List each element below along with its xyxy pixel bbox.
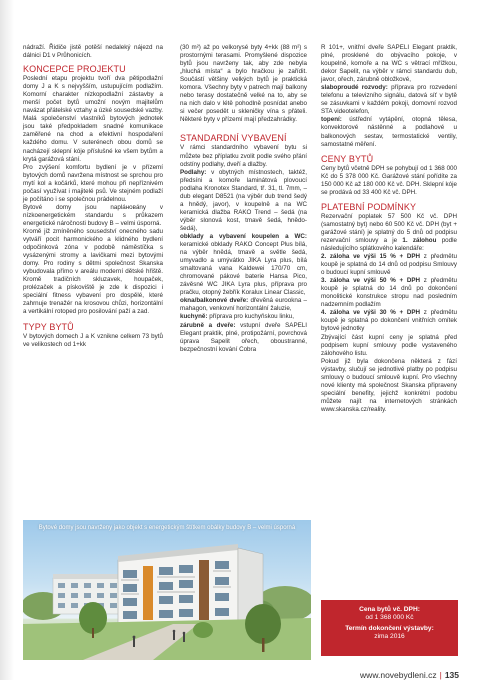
heading-typy: TYPY BYTŮ: [23, 321, 74, 332]
z2-text: z předmětu koupě je splatná do 14 dnů od podpisu Smlouvy o budoucí kupní smlouvě: [321, 253, 457, 277]
podlahy-text: v obytných místnostech, taktéž, předsíni a komoře laminátová plovoucí podlaha Kronotex Standard, tř. 31, tl. 7mm, – dub elegant D8521 (na výběr dub trend šedý a hnědý, javor), v koupelně a na WC keramická dlažba RAKO Trend – šedá (na výběr slonová kost, tmavě šedá, hnědo-šedá),: [180, 168, 307, 232]
completion-value: zima 2016: [374, 633, 405, 640]
heading-vybaveni: STANDARDNÍ VYBAVENÍ: [180, 133, 287, 144]
col1-p5: V bytových domech J a K vznikne celkem 73 bytů ve velikostech od 1+kk: [23, 332, 163, 348]
col2-podlahy: [180, 169, 307, 233]
p5-text: Pokud již byla dokončena některá z fází výstavby, slučují se jednotlivé platby po podpisu smlouvy o budoucí smlouvě kupní. Pro všechny nové klienty má společnost Skanska připraveny speciální benefity, jejichž konkrétní podobu můžete najít na internetových stránkách: [321, 357, 457, 405]
col1-p3: Bytové domy jsou napláновány v nízkoenergetickém standardu s průkazem energetické náročnosti budovy B – velmi úsporná.: [23, 203, 163, 227]
col2-kuchyne: [180, 313, 307, 321]
col3-p3: [321, 213, 457, 253]
col1-p4: Kromě již zmíněného sousedství onecného sadu vytváří pocit harmonického a klidného bydlení odpočinková zóna v podobě náměstíčka s vysázenými stromy a lavičkami mezi bytovými domy. Pro rodiny s dětmi společnost Skanska vybudovala přímo v areálu moderní dětské hřiště. Kromě tradičních skluzavek, houpaček, prolézaček a pískoviště je zde k dispozici i speciální fitness vybavení pro dospělé, které zahrnuje trenažér na krosovou chůzi, horizontální a vertikální rotoped pro posilování paží a zad.: [23, 227, 163, 316]
page-footer: [360, 670, 459, 680]
zarubne-text: vstupní dveře SAPELI Elegant praktik, plné, protipožární, povrchová úprava Sapelit ořech, oboustranné, bezpečnostní kování Cobra: [180, 321, 307, 353]
zarubne-label: zárubně a dveře:: [180, 321, 236, 329]
col3-z3: [321, 277, 457, 309]
col2-obklady: [180, 233, 307, 297]
col3-z2: [321, 253, 457, 277]
kuchyne-text: příprava pro kuchyňskou linku,: [209, 313, 294, 321]
slab-text: příprava pro rozvedení telefonu a televizního signálu, datová síť v bytě se zásuvkami v každém pokoji, domovní rozvod STA videotelefon,: [321, 84, 457, 116]
col1-intro: nádraží. Řidiče jistě potěší nedaleký nájezd na dálnici D1 v Průhonicích.: [23, 44, 163, 60]
info-box: [321, 600, 458, 656]
col3-p1: R 101+, vnitřní dveře SAPELI Elegant praktik, plné, prosklené do obývacího pokoje, v koupelně, komoře a na WC s větrací mřížkou, dekor Sapelit, na výběr v rámci standardu dub, javor, ořech, zárubně obložkové,: [321, 44, 457, 84]
col3-p2: Ceny bytů včetně DPH se pohybují od 1 368 000 Kč do 5 378 000 Kč. Garážové stání pořídíte za 150 000 Kč až 180 000 Kč vč. DPH. Sklepní kóje se prodává od 33 400 Kč vč. DPH.: [321, 164, 457, 196]
z3-text: z předmětu koupě je splatná do 14 dnů po dokončení monolitické konstrukce stropu nad posledním nadzemním podlažím: [321, 277, 457, 309]
z2-label: 2. záloha ve výši 15 % + DPH: [321, 253, 421, 261]
page-number: 135: [444, 670, 459, 680]
col2-p1: (30 m²) až po velkorysé byty 4+kk (88 m²) s prostornými terasami. Promyšlené dispozice bytů jsou navrženy tak, aby zde nebyla „hluchá místa“ a bylo hračkou je zařídit. Součástí většiny velkých bytů je praktická komora. Všechny byty v patrech mají balkony nebo terasy dostatečně velké na to, aby se na nich dalo v létě pohodlně posnídat anebo si večer posedět u skleničky vína s přáteli. Některé byty v přízemí mají předzahrádky.: [180, 44, 307, 124]
building-render-drawing: [23, 520, 311, 660]
column-3: [321, 44, 457, 414]
obklady-label: obklady a vybavení koupelen a WC:: [180, 232, 307, 240]
heading-platebni: PLATEBNÍ PODMÍNKY: [321, 201, 417, 212]
column-1: [23, 44, 163, 349]
z1-text: podle následujícího splátkového kalendáře:: [321, 236, 457, 252]
col2-p2: V rámci standardního vybavení bytu si můžete bez příplatku zvolit podle svého přání odstíny podlahy, dveří a dlažby.: [180, 144, 307, 168]
building-render-image: [23, 520, 311, 660]
podlahy-label: Podlahy:: [180, 168, 207, 176]
col3-z4: [321, 309, 457, 333]
col2-okna: [180, 297, 307, 313]
price-value: od 1 368 000 Kč: [365, 614, 414, 621]
z3-label: 3. záloha ve výši 50 % + DPH: [321, 277, 421, 285]
topeni-text: ústřední vytápění, otopná tělesa, konvektorové nástěnné a podlahové u balkonových sestav, termostatické ventily, samostatné měření.: [321, 116, 457, 148]
obklady-text: keramické obklady RAKO Concept Plus bílá, na výběr hnědá, tmavě a světle šedá, umyvadlo a umývátko JIKA Lyra plus, bílá smaltovaná vana Kaldewei 170/70 cm, chromované pákové baterie Hansa Pico, závěsné WC JIKA Lyra plus, příprava pro pračku, otopný žebřík Koralux Linear Classic,: [180, 241, 307, 297]
slab-label: slaboproudé rozvody:: [321, 84, 388, 92]
z4-label: 4. záloha ve výši 30 % + DPH: [321, 309, 421, 317]
p3-text: Rezervační poplatek 57 500 Kč vč. DPH (samostatný byt) nebo 60 500 Kč vč. DPH (byt + garážové stání) je splatný do 5 dnů od podpisu rezervační smlouvy a je: [321, 212, 457, 244]
okna-text: dřevěná eurookna – mahagon, venkovní horizontální žaluzie,: [180, 297, 307, 313]
z4-text: z předmětu koupě je splatná po dokončení vnitřních omítek bytové jednotky: [321, 309, 457, 333]
col3-slab: [321, 84, 457, 116]
kuchyne-label: kuchyně:: [180, 313, 208, 321]
column-2: [180, 44, 307, 354]
page-fold-shadow: [0, 0, 14, 680]
col1-p2: Pro zvýšení komfortu bydlení je v přízemí bytových domů navržena místnost se sprchou pro mytí kol a kočárků, které mohou při nepříznivém počasí využívat i majitelé psů. Ve stejném podlaží je počítáno i se společnou prádelnou.: [23, 163, 163, 203]
footer-site[interactable]: www.novebydleni.cz: [360, 670, 437, 680]
render-caption: Bytové domy jsou navrženy jako objekt s energetickým štítkem obálky budovy B – velmi úsporná: [38, 525, 296, 531]
completion-label: Termín dokončení výstavby:: [345, 625, 434, 632]
z1-label: 1. zálohou: [402, 236, 437, 244]
footer-separator: |: [439, 670, 442, 680]
col2-zarubne: [180, 322, 307, 354]
col3-topeni: [321, 116, 457, 148]
heading-ceny: CENY BYTŮ: [321, 153, 374, 164]
col3-p5: [321, 358, 457, 414]
col3-p4: Zbývající část kupní ceny je splatná před podpisem kupní smlouvy podle vystaveného zálohového listu.: [321, 333, 457, 357]
heading-koncepce: KONCEPCE PROJEKTU: [23, 64, 126, 75]
col1-p1: Poslední etapu projektu tvoří dva pětipodlažní domy J a K s nejvyšším, ustupujícím podlažím. Komorní charakter nízkopodlažní zástavby a menší počet bytů umožní novým majitelům navázat přátelské vztahy a úzké sousedské vazby. Malá společenství vlastníků bytových jednotek jsou také předpokladem snadné komunikace zaměřené na chod a efektivní hospodaření každého domu. V suterénech obou domů se nacházejí sklepní kóje příslušné ke všem bytům a krytá garážová stání.: [23, 75, 163, 163]
skanska-link[interactable]: www.skanska.cz/reality.: [321, 405, 387, 413]
topeni-label: topení:: [321, 116, 342, 124]
okna-label: okna/balkonové dveře:: [180, 297, 249, 305]
price-label: Cena bytů vč. DPH:: [359, 606, 420, 613]
